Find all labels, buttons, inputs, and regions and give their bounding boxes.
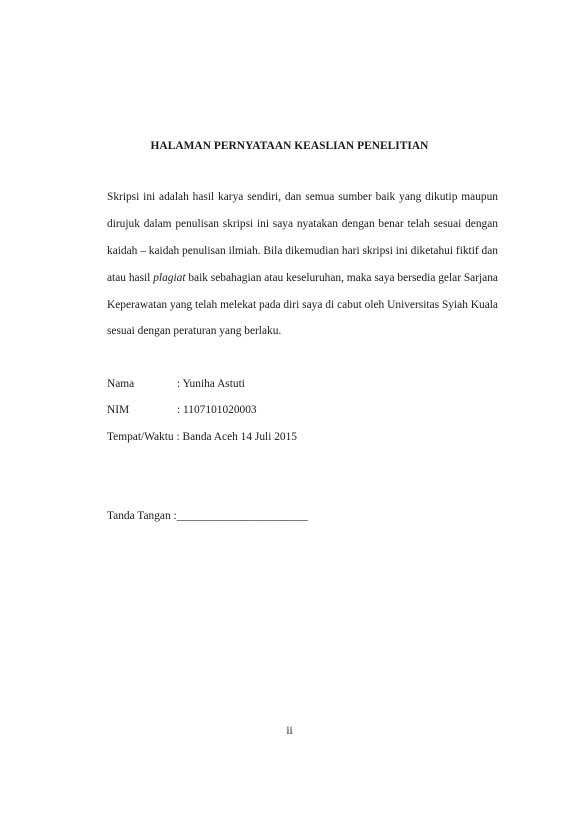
paragraph-line-4-before: atau hasil [107, 272, 154, 284]
signature-line: _______________________ [176, 510, 308, 522]
field-row-nim [107, 403, 257, 417]
field-value-nama: : Yuniha Astuti [177, 378, 245, 390]
field-label-nim: NIM [107, 404, 130, 416]
paragraph-line-2: dirujuk dalam penulisan skripsi ini saya nyatakan dengan benar telah sesuai dengan [107, 218, 498, 230]
italic-term-plagiat: plagiat [153, 272, 186, 284]
page-number: ii [286, 725, 293, 737]
field-row-nama [107, 377, 245, 391]
field-label-tempat-waktu: Tempat/Waktu [107, 431, 174, 443]
signature-label: Tanda Tangan : [107, 510, 177, 522]
field-row-tempat-waktu [107, 430, 297, 444]
field-label-nama: Nama [107, 378, 135, 390]
paragraph-line-1: Skripsi ini adalah hasil karya sendiri, dan semua sumber baik yang dikutip maupun [107, 191, 498, 203]
field-value-tempat-waktu: : Banda Aceh 14 Juli 2015 [176, 431, 298, 443]
paragraph-line-6: sesuai dengan peraturan yang berlaku. [107, 325, 282, 337]
page-title: HALAMAN PERNYATAAN KEASLIAN PENELITIAN [150, 140, 429, 152]
paragraph-line-3: kaidah – kaidah penulisan ilmiah. Bila dikemudian hari skripsi ini diketahui fiktif dan [107, 245, 498, 257]
paragraph-line-4 [107, 271, 498, 285]
paragraph-line-4-after: baik sebahagian atau keseluruhan, maka saya bersedia gelar Sarjana [185, 272, 498, 284]
signature-row [107, 509, 308, 523]
paragraph-line-5: Keperawatan yang telah melekat pada diri saya di cabut oleh Universitas Syiah Kuala [107, 299, 498, 311]
field-value-nim: : 1107101020003 [177, 404, 257, 416]
